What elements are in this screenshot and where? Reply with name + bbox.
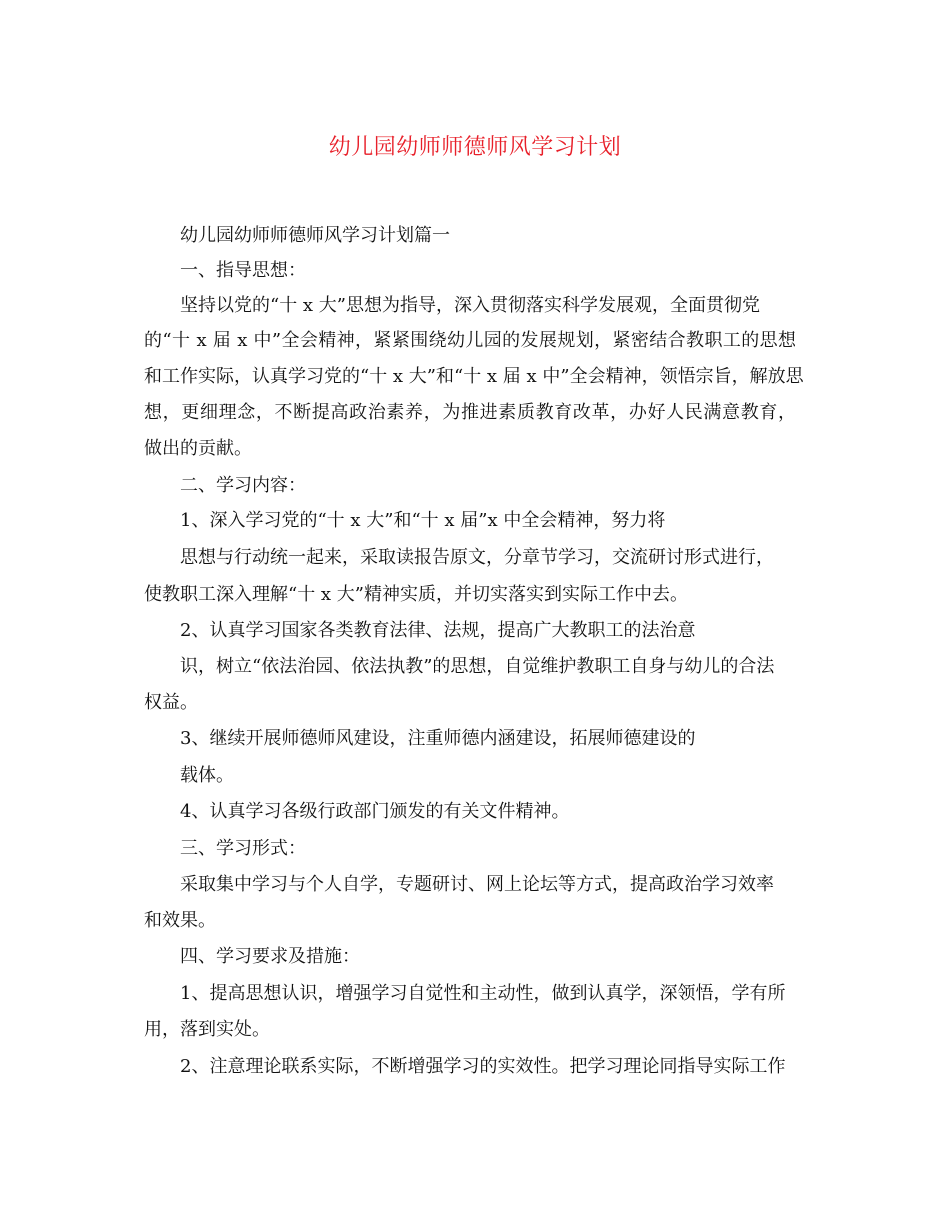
paragraph-line: 的“十 x 届 x 中”全会精神，紧紧围绕幼儿园的发展规划，紧密结合教职工的思想 — [144, 330, 796, 351]
paragraph-heading: 四、学习要求及措施： — [180, 946, 360, 967]
paragraph-line: 使教职工深入理解“十 x 大”精神实质，并切实落实到实际工作中去。 — [144, 584, 688, 605]
paragraph-line: 用，落到实处。 — [144, 1019, 270, 1040]
paragraph-line: 坚持以党的“十 x 大”思想为指导，深入贯彻落实科学发展观，全面贯彻党 — [180, 295, 760, 316]
paragraph-line: 2、注意理论联系实际，不断增强学习的实效性。把学习理论同指导实际工作 — [180, 1056, 786, 1077]
paragraph-line: 识，树立“依法治园、依法执教”的思想，自觉维护教职工自身与幼儿的合法 — [180, 656, 775, 677]
paragraph-line: 1、提高思想认识，增强学习自觉性和主动性，做到认真学，深领悟，学有所 — [180, 983, 786, 1004]
paragraph-line: 权益。 — [144, 692, 198, 713]
section-heading: 幼儿园幼师师德师风学习计划篇一 — [180, 225, 450, 246]
paragraph-heading: 三、学习形式： — [180, 838, 306, 859]
document-title: 幼儿园幼师师德师风学习计划 — [328, 135, 622, 160]
paragraph-line: 载体。 — [180, 765, 234, 786]
paragraph-line: 和工作实际，认真学习党的“十 x 大”和“十 x 届 x 中”全会精神，领悟宗旨，解放思 — [144, 366, 804, 387]
paragraph-line: 4、认真学习各级行政部门颁发的有关文件精神。 — [180, 801, 570, 822]
paragraph-line: 思想与行动统一起来，采取读报告原文，分章节学习，交流研讨形式进行， — [180, 547, 774, 568]
paragraph-line: 3、继续开展师德师风建设，注重师德内涵建设，拓展师德建设的 — [180, 728, 696, 749]
paragraph-line: 和效果。 — [144, 910, 216, 931]
paragraph-line: 2、认真学习国家各类教育法律、法规，提高广大教职工的法治意 — [180, 620, 696, 641]
paragraph-line: 采取集中学习与个人自学，专题研讨、网上论坛等方式，提高政治学习效率 — [180, 874, 774, 895]
paragraph-line: 1、深入学习党的“十 x 大”和“十 x 届”x 中全会精神，努力将 — [180, 510, 666, 531]
paragraph-heading: 二、学习内容： — [180, 475, 306, 496]
paragraph-heading: 一、指导思想： — [180, 260, 306, 281]
paragraph-line: 做出的贡献。 — [144, 438, 252, 459]
paragraph-line: 想，更细理念，不断提高政治素养，为推进素质教育改革，办好人民满意教育， — [144, 402, 796, 423]
